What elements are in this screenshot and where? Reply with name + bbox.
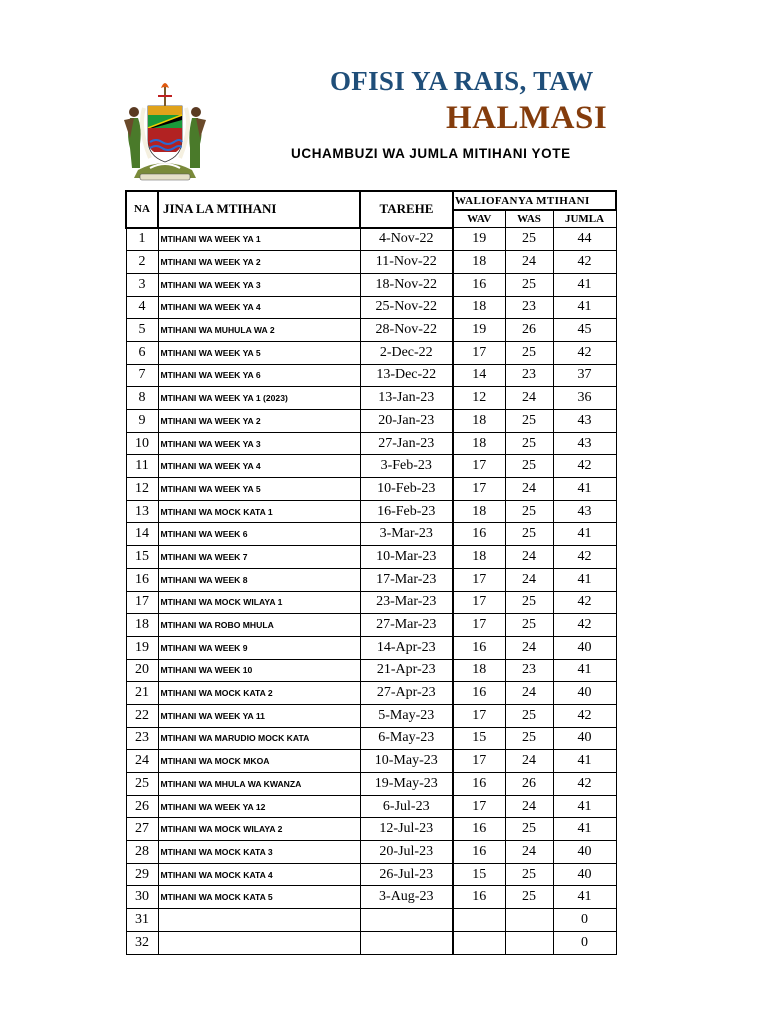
table-row	[126, 636, 616, 659]
table-row	[126, 727, 616, 750]
cell-wav: 18	[453, 432, 505, 455]
cell-jumla: 0	[553, 931, 616, 954]
cell-wav: 17	[453, 614, 505, 637]
cell-was: 25	[505, 886, 553, 909]
cell-was: 25	[505, 500, 553, 523]
cell-exam-name	[158, 931, 360, 954]
table-row	[126, 455, 616, 478]
table-row	[126, 795, 616, 818]
cell-number: 32	[126, 931, 158, 954]
header-na: NA	[126, 191, 158, 228]
cell-number: 12	[126, 478, 158, 501]
table-row	[126, 523, 616, 546]
cell-exam-name: MTIHANI WA WEEK YA 4	[158, 455, 360, 478]
cell-date: 2-Dec-22	[360, 341, 453, 364]
cell-wav: 18	[453, 410, 505, 433]
cell-date: 10-Feb-23	[360, 478, 453, 501]
cell-was	[505, 931, 553, 954]
cell-exam-name: MTIHANI WA MOCK KATA 1	[158, 500, 360, 523]
cell-jumla: 41	[553, 886, 616, 909]
cell-number: 19	[126, 636, 158, 659]
cell-was: 26	[505, 319, 553, 342]
cell-jumla: 42	[553, 704, 616, 727]
table-row	[126, 319, 616, 342]
table-row	[126, 546, 616, 569]
cell-wav: 15	[453, 727, 505, 750]
cell-was: 24	[505, 568, 553, 591]
cell-date: 6-Jul-23	[360, 795, 453, 818]
cell-date: 27-Apr-23	[360, 682, 453, 705]
cell-exam-name: MTIHANI WA WEEK YA 5	[158, 478, 360, 501]
table-row	[126, 273, 616, 296]
cell-exam-name: MTIHANI WA WEEK YA 3	[158, 273, 360, 296]
cell-number: 20	[126, 659, 158, 682]
cell-wav: 17	[453, 455, 505, 478]
cell-wav	[453, 909, 505, 932]
cell-exam-name: MTIHANI WA MOCK MKOA	[158, 750, 360, 773]
cell-wav: 17	[453, 568, 505, 591]
cell-wav: 18	[453, 296, 505, 319]
table-row	[126, 841, 616, 864]
cell-jumla: 42	[553, 341, 616, 364]
cell-date: 3-Aug-23	[360, 886, 453, 909]
cell-jumla: 42	[553, 591, 616, 614]
table-row	[126, 773, 616, 796]
table-row	[126, 750, 616, 773]
header-jumla: JUMLA	[553, 210, 616, 228]
cell-jumla: 41	[553, 795, 616, 818]
cell-date: 3-Mar-23	[360, 523, 453, 546]
cell-was: 24	[505, 251, 553, 274]
cell-number: 10	[126, 432, 158, 455]
table-row	[126, 478, 616, 501]
table-row	[126, 931, 616, 954]
cell-exam-name: MTIHANI WA WEEK 9	[158, 636, 360, 659]
cell-number: 7	[126, 364, 158, 387]
cell-wav: 19	[453, 319, 505, 342]
cell-date: 14-Apr-23	[360, 636, 453, 659]
cell-exam-name: MTIHANI WA WEEK YA 5	[158, 341, 360, 364]
cell-date: 27-Mar-23	[360, 614, 453, 637]
cell-wav: 14	[453, 364, 505, 387]
cell-was: 25	[505, 591, 553, 614]
cell-exam-name: MTIHANI WA MOCK KATA 3	[158, 841, 360, 864]
cell-exam-name: MTIHANI WA WEEK YA 12	[158, 795, 360, 818]
cell-number: 28	[126, 841, 158, 864]
table-row	[126, 659, 616, 682]
cell-number: 22	[126, 704, 158, 727]
cell-date: 20-Jan-23	[360, 410, 453, 433]
cell-was: 25	[505, 341, 553, 364]
cell-was: 24	[505, 841, 553, 864]
cell-exam-name: MTIHANI WA MARUDIO MOCK KATA	[158, 727, 360, 750]
cell-was: 24	[505, 795, 553, 818]
cell-jumla: 41	[553, 818, 616, 841]
cell-wav: 16	[453, 273, 505, 296]
cell-number: 15	[126, 546, 158, 569]
cell-date: 23-Mar-23	[360, 591, 453, 614]
cell-date	[360, 931, 453, 954]
cell-jumla: 40	[553, 841, 616, 864]
cell-was: 24	[505, 478, 553, 501]
cell-exam-name: MTIHANI WA ROBO MHULA	[158, 614, 360, 637]
cell-was: 25	[505, 818, 553, 841]
cell-date: 27-Jan-23	[360, 432, 453, 455]
table-row	[126, 341, 616, 364]
cell-date: 12-Jul-23	[360, 818, 453, 841]
cell-jumla: 41	[553, 296, 616, 319]
cell-jumla: 41	[553, 523, 616, 546]
cell-jumla: 42	[553, 773, 616, 796]
table-row	[126, 614, 616, 637]
cell-exam-name: MTIHANI WA WEEK 8	[158, 568, 360, 591]
cell-date: 13-Dec-22	[360, 364, 453, 387]
cell-jumla: 41	[553, 659, 616, 682]
cell-date: 18-Nov-22	[360, 273, 453, 296]
cell-jumla: 40	[553, 727, 616, 750]
cell-number: 6	[126, 341, 158, 364]
cell-exam-name: MTIHANI WA WEEK 6	[158, 523, 360, 546]
cell-was: 24	[505, 387, 553, 410]
cell-wav: 16	[453, 818, 505, 841]
council-title: HALMASI	[446, 100, 608, 136]
cell-wav: 19	[453, 228, 505, 251]
cell-number: 25	[126, 773, 158, 796]
cell-date: 21-Apr-23	[360, 659, 453, 682]
cell-date: 17-Mar-23	[360, 568, 453, 591]
cell-date: 4-Nov-22	[360, 228, 453, 251]
cell-jumla: 36	[553, 387, 616, 410]
table-row	[126, 863, 616, 886]
cell-number: 21	[126, 682, 158, 705]
cell-was: 25	[505, 410, 553, 433]
cell-was: 25	[505, 523, 553, 546]
cell-jumla: 40	[553, 636, 616, 659]
cell-number: 27	[126, 818, 158, 841]
table-row	[126, 296, 616, 319]
cell-wav: 18	[453, 546, 505, 569]
cell-date: 10-May-23	[360, 750, 453, 773]
cell-jumla: 43	[553, 500, 616, 523]
cell-wav: 17	[453, 591, 505, 614]
exam-results-table	[125, 190, 617, 955]
cell-exam-name: MTIHANI WA WEEK YA 2	[158, 251, 360, 274]
cell-wav: 16	[453, 682, 505, 705]
cell-date: 6-May-23	[360, 727, 453, 750]
cell-was: 25	[505, 863, 553, 886]
cell-number: 26	[126, 795, 158, 818]
cell-date: 28-Nov-22	[360, 319, 453, 342]
cell-exam-name: MTIHANI WA WEEK 10	[158, 659, 360, 682]
table-row	[126, 387, 616, 410]
cell-exam-name: MTIHANI WA WEEK YA 6	[158, 364, 360, 387]
cell-number: 13	[126, 500, 158, 523]
cell-date: 25-Nov-22	[360, 296, 453, 319]
cell-number: 24	[126, 750, 158, 773]
office-title: OFISI YA RAIS, TAW	[330, 66, 594, 96]
cell-date: 5-May-23	[360, 704, 453, 727]
cell-wav: 17	[453, 478, 505, 501]
cell-jumla: 42	[553, 614, 616, 637]
cell-date: 3-Feb-23	[360, 455, 453, 478]
table-row	[126, 410, 616, 433]
cell-wav: 17	[453, 795, 505, 818]
cell-jumla: 43	[553, 410, 616, 433]
table-row	[126, 500, 616, 523]
header-participants-group: WALIOFANYA MTIHANI	[453, 191, 616, 210]
cell-jumla: 42	[553, 546, 616, 569]
cell-number: 30	[126, 886, 158, 909]
cell-number: 18	[126, 614, 158, 637]
cell-wav: 17	[453, 704, 505, 727]
cell-number: 16	[126, 568, 158, 591]
cell-was: 23	[505, 659, 553, 682]
cell-jumla: 45	[553, 319, 616, 342]
cell-was: 25	[505, 273, 553, 296]
cell-was	[505, 909, 553, 932]
cell-was: 23	[505, 296, 553, 319]
cell-number: 9	[126, 410, 158, 433]
header-exam-name: JINA LA MTIHANI	[158, 191, 360, 228]
cell-jumla: 41	[553, 750, 616, 773]
cell-number: 31	[126, 909, 158, 932]
cell-jumla: 41	[553, 478, 616, 501]
cell-wav: 16	[453, 841, 505, 864]
cell-exam-name: MTIHANI WA MOCK WILAYA 1	[158, 591, 360, 614]
cell-jumla: 41	[553, 273, 616, 296]
cell-exam-name: MTIHANI WA WEEK YA 11	[158, 704, 360, 727]
cell-exam-name: MTIHANI WA WEEK YA 3	[158, 432, 360, 455]
cell-wav: 17	[453, 341, 505, 364]
cell-date: 11-Nov-22	[360, 251, 453, 274]
cell-was: 25	[505, 432, 553, 455]
cell-date: 10-Mar-23	[360, 546, 453, 569]
table-row	[126, 682, 616, 705]
table-row	[126, 909, 616, 932]
cell-number: 23	[126, 727, 158, 750]
cell-was: 24	[505, 682, 553, 705]
table-row	[126, 432, 616, 455]
cell-was: 25	[505, 704, 553, 727]
table-row	[126, 228, 616, 251]
table-row	[126, 251, 616, 274]
cell-number: 4	[126, 296, 158, 319]
table-row	[126, 818, 616, 841]
cell-exam-name: MTIHANI WA MOCK KATA 5	[158, 886, 360, 909]
cell-number: 3	[126, 273, 158, 296]
cell-was: 24	[505, 636, 553, 659]
table-row	[126, 886, 616, 909]
cell-exam-name: MTIHANI WA MHULA WA KWANZA	[158, 773, 360, 796]
header-date: TAREHE	[360, 191, 453, 228]
cell-exam-name: MTIHANI WA MUHULA WA 2	[158, 319, 360, 342]
cell-jumla: 42	[553, 251, 616, 274]
cell-wav: 16	[453, 773, 505, 796]
cell-jumla: 40	[553, 682, 616, 705]
cell-jumla: 44	[553, 228, 616, 251]
header-wav: WAV	[453, 210, 505, 228]
cell-was: 26	[505, 773, 553, 796]
cell-jumla: 37	[553, 364, 616, 387]
header-was: WAS	[505, 210, 553, 228]
cell-wav: 18	[453, 659, 505, 682]
cell-was: 25	[505, 455, 553, 478]
cell-number: 14	[126, 523, 158, 546]
cell-wav: 17	[453, 750, 505, 773]
cell-wav	[453, 931, 505, 954]
cell-was: 25	[505, 727, 553, 750]
cell-number: 17	[126, 591, 158, 614]
cell-number: 2	[126, 251, 158, 274]
cell-was: 25	[505, 228, 553, 251]
table-row	[126, 591, 616, 614]
cell-wav: 18	[453, 251, 505, 274]
cell-number: 8	[126, 387, 158, 410]
table-row	[126, 364, 616, 387]
tanzania-coat-of-arms-icon	[120, 78, 210, 182]
cell-was: 23	[505, 364, 553, 387]
cell-wav: 15	[453, 863, 505, 886]
cell-exam-name: MTIHANI WA WEEK YA 1	[158, 228, 360, 251]
cell-exam-name	[158, 909, 360, 932]
report-subtitle: UCHAMBUZI WA JUMLA MITIHANI YOTE	[291, 146, 571, 161]
cell-jumla: 40	[553, 863, 616, 886]
cell-date: 19-May-23	[360, 773, 453, 796]
cell-exam-name: MTIHANI WA WEEK YA 1 (2023)	[158, 387, 360, 410]
cell-jumla: 0	[553, 909, 616, 932]
cell-number: 11	[126, 455, 158, 478]
cell-number: 5	[126, 319, 158, 342]
cell-jumla: 43	[553, 432, 616, 455]
cell-exam-name: MTIHANI WA WEEK YA 4	[158, 296, 360, 319]
cell-wav: 16	[453, 636, 505, 659]
cell-was: 24	[505, 546, 553, 569]
cell-exam-name: MTIHANI WA MOCK WILAYA 2	[158, 818, 360, 841]
cell-date: 26-Jul-23	[360, 863, 453, 886]
cell-date: 13-Jan-23	[360, 387, 453, 410]
cell-jumla: 42	[553, 455, 616, 478]
cell-date	[360, 909, 453, 932]
cell-number: 29	[126, 863, 158, 886]
cell-exam-name: MTIHANI WA WEEK 7	[158, 546, 360, 569]
cell-exam-name: MTIHANI WA MOCK KATA 4	[158, 863, 360, 886]
cell-date: 20-Jul-23	[360, 841, 453, 864]
cell-exam-name: MTIHANI WA MOCK KATA 2	[158, 682, 360, 705]
cell-was: 25	[505, 614, 553, 637]
cell-was: 24	[505, 750, 553, 773]
cell-wav: 12	[453, 387, 505, 410]
cell-jumla: 41	[553, 568, 616, 591]
cell-wav: 16	[453, 523, 505, 546]
cell-exam-name: MTIHANI WA WEEK YA 2	[158, 410, 360, 433]
cell-date: 16-Feb-23	[360, 500, 453, 523]
table-row	[126, 704, 616, 727]
cell-wav: 16	[453, 886, 505, 909]
table-row	[126, 568, 616, 591]
cell-wav: 18	[453, 500, 505, 523]
cell-number: 1	[126, 228, 158, 251]
